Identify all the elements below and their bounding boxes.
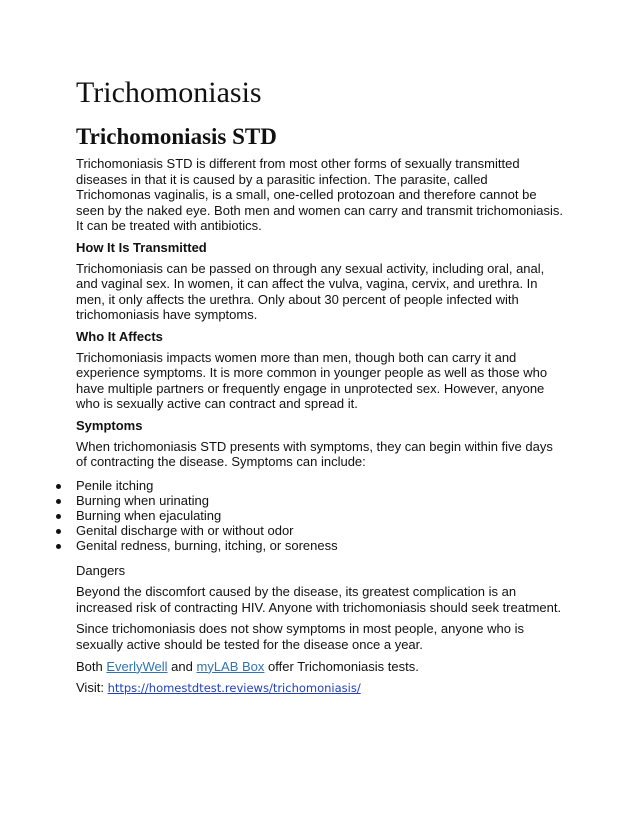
list-item	[76, 523, 564, 538]
document-subtitle: Trichomoniasis STD	[76, 124, 277, 149]
document-title: Trichomoniasis	[76, 76, 262, 109]
offer-paragraph	[76, 659, 564, 675]
mylab-box-link[interactable]: myLAB Box	[196, 658, 265, 674]
symptoms-list	[76, 478, 564, 553]
symptoms-paragraph: When trichomoniasis STD presents with symptoms, they can begin within five days of contracting the disease. Symptoms can include:	[76, 438, 553, 470]
symptoms-heading: Symptoms	[76, 417, 143, 433]
bullet-icon	[56, 499, 61, 504]
affects-paragraph: Trichomoniasis impacts women more than men, though both can carry it and experience symptoms. It is more common in younger people as well as those who have multiple partners or frequently engage in unprotected sex. However, anyone who is sexually active can contract and spread it.	[76, 349, 548, 412]
list-item-text: Genital discharge with or without odor	[76, 522, 294, 538]
intro-paragraph: Trichomoniasis STD is different from most other forms of sexually transmitted diseases in that it is caused by a parasitic infection. The parasite, called Trichomonas vaginalis, is a small, one-celled protozoan and therefore cannot be seen by the naked eye. Both men and women can carry and transmit trichomoniasis. It can be treated with antibiotics.	[76, 156, 564, 234]
bullet-icon	[56, 529, 61, 534]
offer-prefix: Both	[76, 658, 103, 674]
bullet-icon	[56, 514, 61, 519]
everlywell-link[interactable]: EverlyWell	[106, 658, 168, 674]
dangers-heading: Dangers	[76, 562, 126, 578]
list-item-text: Burning when urinating	[76, 492, 209, 508]
visit-label: Visit:	[76, 680, 104, 696]
bullet-icon	[56, 484, 61, 489]
dangers-paragraph-1: Beyond the discomfort caused by the disease, its greatest complication is an increased risk of contracting HIV. Anyone with trichomoniasis should seek treatment.	[76, 584, 562, 615]
list-item	[76, 508, 564, 523]
visit-url-link[interactable]: https://homestdtest.reviews/trichomoniasis/	[107, 681, 361, 696]
dangers-paragraph-2: Since trichomoniasis does not show symptoms in most people, anyone who is sexually active should be tested for the disease once a year.	[76, 621, 524, 653]
transmitted-heading: How It Is Transmitted	[76, 239, 207, 255]
document-body	[76, 156, 564, 703]
list-item	[76, 538, 564, 553]
offer-middle: and	[171, 658, 193, 674]
list-item	[76, 478, 564, 493]
list-item-text: Genital redness, burning, itching, or soreness	[76, 537, 338, 553]
list-item	[76, 493, 564, 508]
offer-suffix: offer Trichomoniasis tests.	[268, 658, 419, 674]
list-item-text: Penile itching	[76, 477, 154, 493]
visit-paragraph	[76, 680, 564, 697]
bullet-icon	[56, 544, 61, 549]
affects-heading: Who It Affects	[76, 328, 163, 344]
list-item-text: Burning when ejaculating	[76, 507, 222, 523]
transmitted-paragraph: Trichomoniasis can be passed on through any sexual activity, including oral, anal, and vaginal sex. In women, it can affect the vulva, vagina, cervix, and urethra. In men, it only affects the urethra. Only about 30 percent of people infected with trichomoniasis have symptoms.	[76, 260, 545, 323]
